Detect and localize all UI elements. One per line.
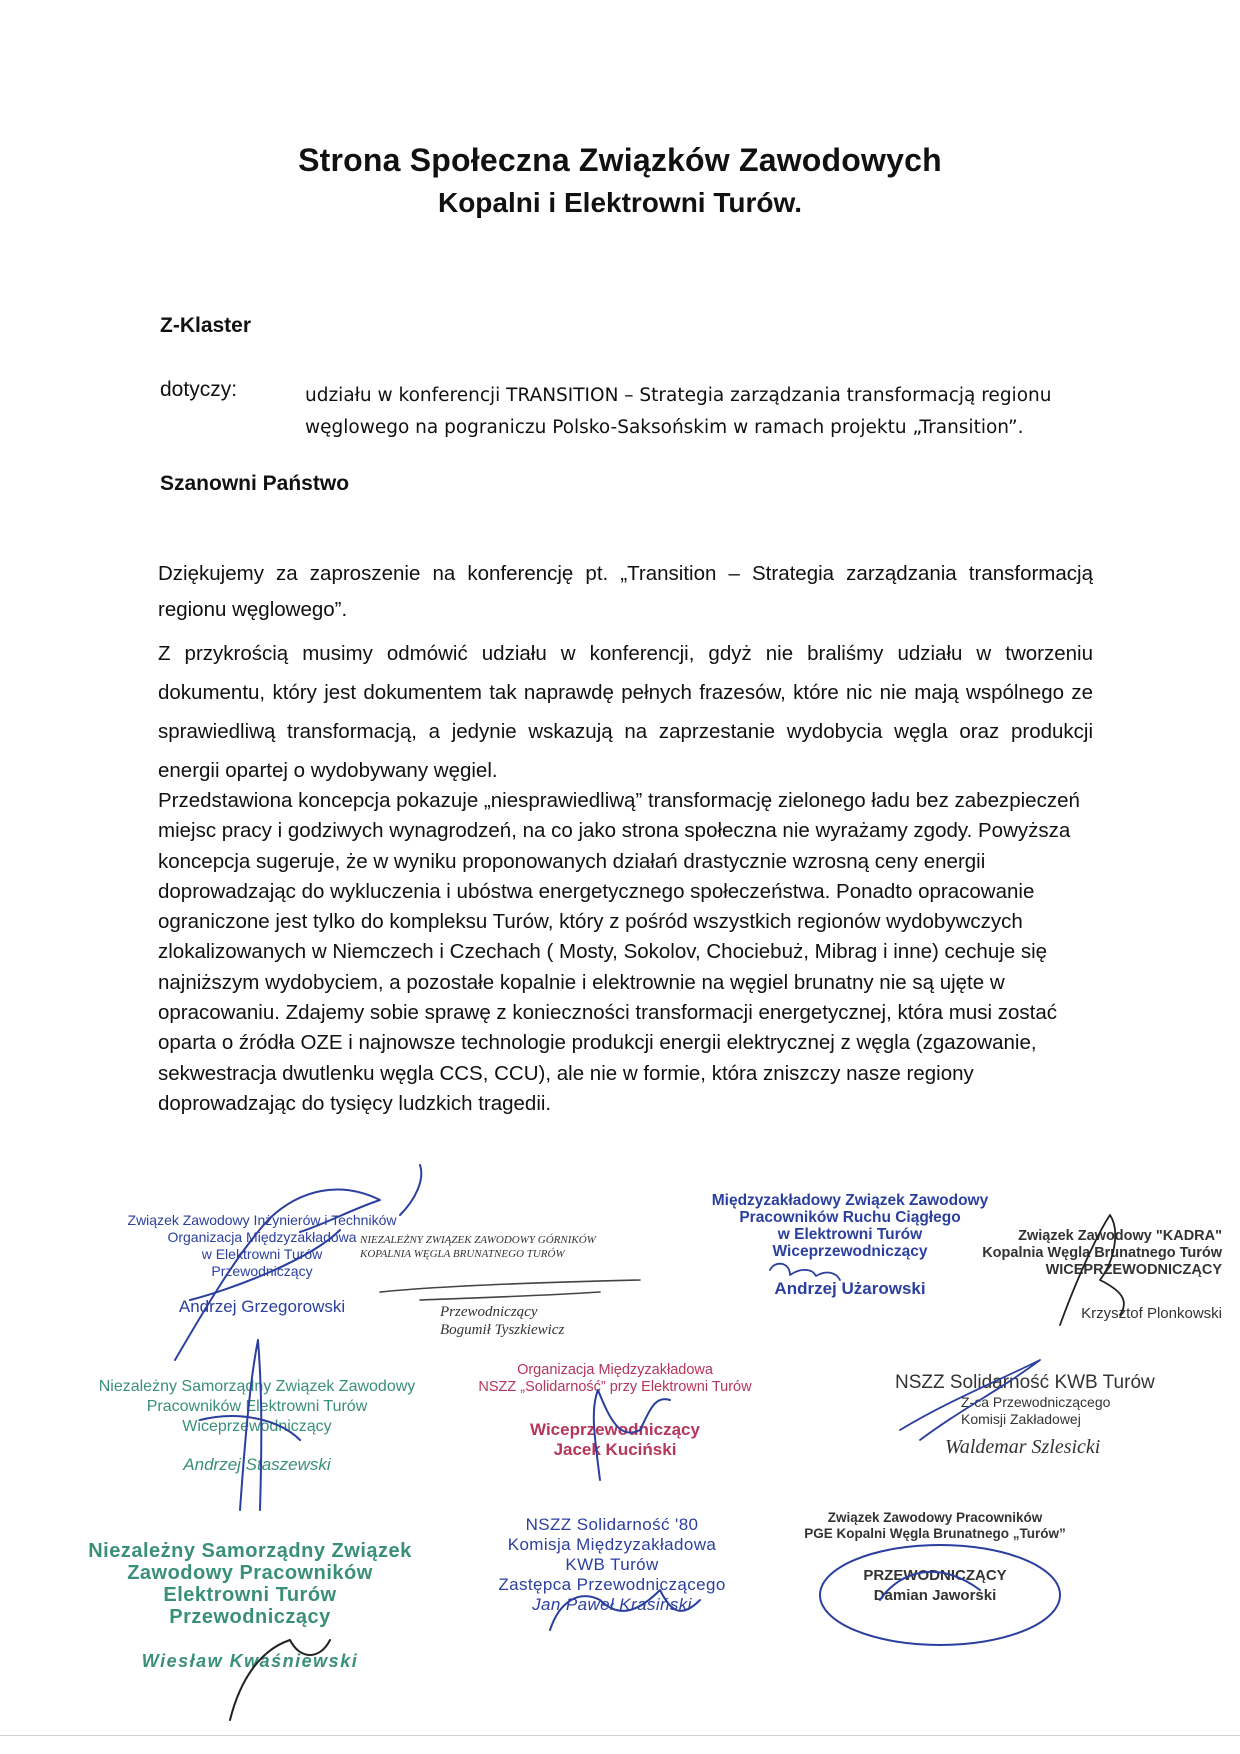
stamp-org-line: NSZZ Solidarność '80 xyxy=(525,1515,699,1534)
stamp-role: Komisji Zakładowej xyxy=(961,1411,1081,1427)
stamp-org-line: Związek Zawodowy Pracowników xyxy=(827,1510,1043,1525)
stamp-org-line: Związek Zawodowy "KADRA" xyxy=(1018,1228,1222,1244)
stamp-org-line: NSZZ „Solidarność” przy Elektrowni Turów xyxy=(478,1379,752,1395)
stamp-org-line: Niezależny Samorządny Związek Zawodowy xyxy=(98,1378,416,1395)
document-title: Strona Społeczna Związków Zawodowych xyxy=(298,142,942,178)
stamp-name: Andrzej Grzegorowski xyxy=(178,1297,346,1316)
body-paragraph-1: Dziękujemy za zaproszenie na konferencję pt. „Transition – Strategia zarządzania transformacją regionu węglowego”. xyxy=(158,562,1093,621)
stamp-org-line: Pracowników Elektrowni Turów xyxy=(146,1398,368,1415)
stamp-role: PRZEWODNICZĄCY xyxy=(863,1567,1007,1584)
stamp-role: Wiceprzewodniczący xyxy=(772,1243,928,1260)
stamp-role: Z-ca Przewodniczącego xyxy=(961,1394,1111,1410)
stamp-role: WICEPRZEWODNICZĄCY xyxy=(1045,1262,1222,1278)
stamp-pge-kopalni xyxy=(795,1510,1075,1606)
stamp-name: Krzysztof Plonkowski xyxy=(1081,1305,1222,1322)
stamp-kadra xyxy=(940,1228,1222,1322)
subject-label: dotyczy: xyxy=(160,378,238,401)
stamp-org-line: PGE Kopalni Węgla Brunatnego „Turów” xyxy=(804,1526,1066,1541)
document-subtitle: Kopalni i Elektrowni Turów. xyxy=(437,187,802,218)
stamp-org-line: Komisja Międzyzakładowa xyxy=(507,1535,717,1554)
stamp-name: Damian Jaworski xyxy=(873,1587,997,1604)
stamp-org-line: w Elektrowni Turów xyxy=(201,1246,323,1262)
stamp-org-line: Organizacja Międzyzakładowa xyxy=(517,1362,713,1378)
stamp-role: Przewodniczący xyxy=(440,1304,538,1320)
stamp-org-line: NSZZ Solidarność KWB Turów xyxy=(895,1372,1155,1393)
stamp-role: Wiceprzewodniczący xyxy=(530,1420,700,1439)
subject-text: udziału w konferencji TRANSITION – Strategia zarządzania transformacją regionu węglowego na pograniczu Polsko-Saksońskim w ramach projektu „Transition”. xyxy=(305,385,1052,438)
stamp-name: Jan Paweł Krasiński xyxy=(532,1595,692,1614)
stamp-org-line: Niezależny Samorządny Związek xyxy=(88,1540,412,1562)
stamp-solidarnosc-80 xyxy=(462,1515,762,1615)
stamp-role: Przewodniczący xyxy=(211,1263,313,1279)
stamp-gornikow xyxy=(360,1233,596,1339)
stamp-name: Bogumił Tyszkiewicz xyxy=(440,1322,565,1338)
stamp-org-line: w Elektrowni Turów xyxy=(777,1226,923,1243)
stamp-role: Zastępca Przewodniczącego xyxy=(498,1575,726,1594)
stamp-solidarnosc-elektrowni xyxy=(470,1362,760,1460)
stamp-org-line: Zawodowy Pracowników xyxy=(127,1562,373,1584)
stamp-samorzadny-elektrowni xyxy=(92,1377,422,1475)
body-paragraph-2: Z przykrością musimy odmówić udziału w konferencji, gdyż nie braliśmy udziału w tworzeniu dokumentu, który jest dokumentem tak naprawdę pełnych frazesów, które nic nie mają wspólnego ze sprawiedliwą transformacją, a jedynie wskazują na zaprzestanie wydobycia węgla oraz produkcji energii opartej o wydobywany węgiel. xyxy=(158,642,1093,782)
recipient: Z-Klaster xyxy=(160,314,252,337)
stamp-solidarnosc-kwb xyxy=(895,1372,1195,1458)
stamp-org-line: Pracowników Ruchu Ciągłego xyxy=(739,1209,961,1226)
stamp-org-line: Elektrowni Turów xyxy=(163,1584,337,1606)
stamp-org-line: KOPALNIA WĘGLA BRUNATNEGO TURÓW xyxy=(360,1248,565,1260)
stamp-name: Jacek Kuciński xyxy=(553,1440,677,1459)
stamp-org-line: Związek Zawodowy Inżynierów i Techników xyxy=(127,1212,397,1228)
salutation: Szanowni Państwo xyxy=(160,472,350,495)
stamp-org-line: Organizacja Międzyzakładowa xyxy=(167,1229,357,1245)
stamp-role: Przewodniczący xyxy=(169,1606,331,1628)
stamp-name: Andrzej Staszewski xyxy=(183,1455,331,1474)
stamp-name: Andrzej Użarowski xyxy=(774,1279,926,1298)
stamp-role: Wiceprzewodniczący xyxy=(182,1418,332,1435)
stamp-name: Wiesław Kwaśniewski xyxy=(141,1651,359,1671)
stamp-org-line: Kopalnia Węgla Brunatnego Turów xyxy=(982,1245,1222,1261)
stamp-org-line: KWB Turów xyxy=(565,1555,659,1574)
stamp-org-line: NIEZALEŻNY ZWIĄZEK ZAWODOWY GÓRNIKÓW xyxy=(360,1234,596,1246)
stamp-org-line: Międzyzakładowy Związek Zawodowy xyxy=(711,1192,989,1209)
body-paragraph-3: Przedstawiona koncepcja pokazuje „niesprawiedliwą” transformację zielonego ładu bez zabezpieczeń miejsc pracy i godziwych wynagrodzeń, na co jako strona społeczna nie wyrażamy zgody. Powyższa koncepcja sugeruje, że w wyniku proponowanych działań drastycznie wzrosną ceny energii doprowadzając do wykluczenia i ubóstwa energetycznego społeczeństwa. Ponadto opracowanie ograniczone jest tylko do kompleksu Turów, który z pośród wszystkich regionów wydobywczych zlokalizowanych w Niemczech i Czechach ( Mosty, Sokolov, Chociebuż, Mibrag i inne) cechuje się najniższym wydobyciem, a pozostałe kopalnie i elektrownie na węgiel brunatny nie są ujęte w opracowaniu. Zdajemy sobie sprawę z konieczności transformacji energetycznej, która musi zostać oparta o źródła OZE i najnowsze technologie produkcji energii elektrycznej z węgla (zgazowanie, sekwestracja dwutlenku węgla CCS, CCU), ale nie w formie, która zniszczy nasze regiony doprowadzając do tysięcy ludzkich tragedii. xyxy=(158,789,1080,1115)
stamp-name: Waldemar Szlesicki xyxy=(945,1436,1101,1458)
page-bottom-rule xyxy=(0,1735,1240,1736)
stamp-samorzadny-przewodniczacy xyxy=(80,1540,420,1672)
